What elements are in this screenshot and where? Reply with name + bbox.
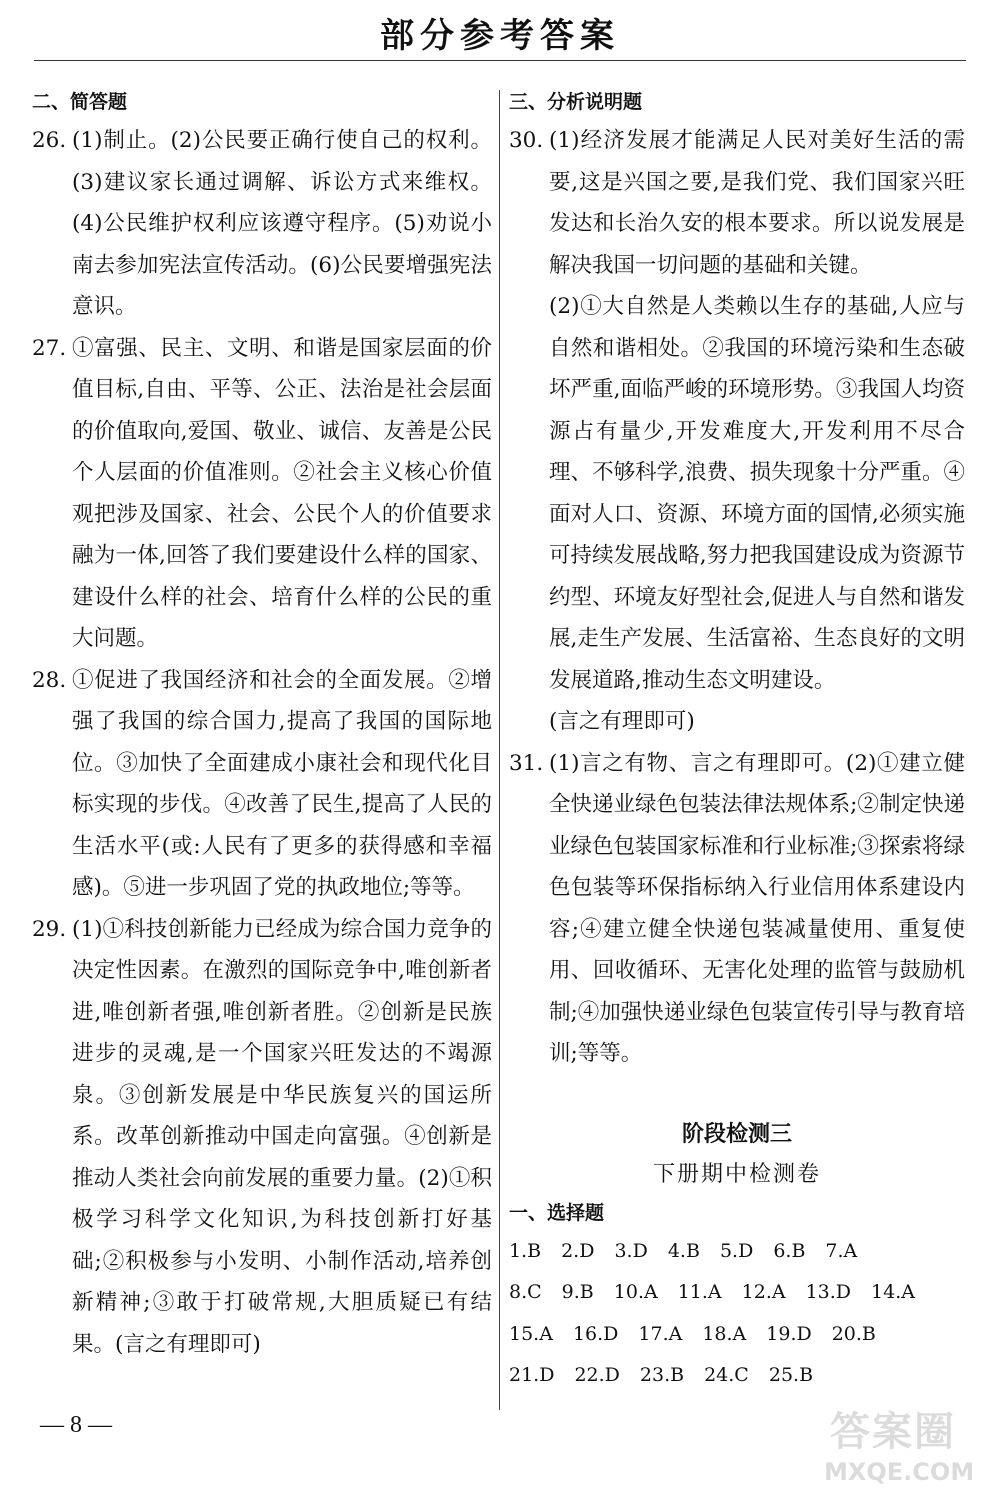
answer-item: 25.B bbox=[768, 1364, 814, 1386]
answer-item: 11.A bbox=[677, 1281, 722, 1303]
answer-paragraph: (1)经济发展才能满足人民对美好生活的需要,这是兴国之要,是我们党、我们国家兴旺发达和长治久安的根本要求。所以说发展是解决我国一切问题的基础和关键。 bbox=[549, 128, 965, 278]
question-30 bbox=[509, 120, 965, 743]
question-31 bbox=[509, 743, 965, 1075]
page-title: 部分参考答案 bbox=[380, 16, 620, 56]
answer-item: 10.A bbox=[613, 1281, 658, 1303]
section-heading-short-answer: 二、简答题 bbox=[32, 91, 128, 113]
answer-item: 22.D bbox=[574, 1364, 620, 1386]
answer-item: 16.D bbox=[572, 1322, 619, 1345]
question-answer bbox=[549, 120, 965, 743]
page-number: — 8 — bbox=[40, 1412, 112, 1438]
answer-item: 9.B bbox=[561, 1281, 594, 1303]
question-answer: (1)①科技创新能力已经成为综合国力竞争的决定性因素。在激烈的国际竞争中,唯创新者进,唯创新者强,唯创新者胜。②创新是民族进步的灵魂,是一个国家兴旺发达的不竭源泉。③创新发展是中华民族复兴的国运所系。改革创新推动中国走向富强。④创新是推动人类社会向前发展的重要力量。(2)①积极学习科学文化知识,为科技创新打好基础;②积极参与小发明、小制作活动,培养创新精神;③敢于打破常规,大胆质疑已有结果。(言之有理即可) bbox=[72, 916, 492, 1357]
test-subtitle: 下册期中检测卷 bbox=[652, 1161, 821, 1187]
answer-item: 14.A bbox=[871, 1281, 915, 1303]
answer-item: 24.C bbox=[704, 1364, 749, 1386]
answer-item: 2.D bbox=[561, 1239, 595, 1262]
answer-item: 7.A bbox=[825, 1239, 858, 1262]
question-number: 26. bbox=[32, 128, 67, 153]
answer-item: 15.A bbox=[509, 1322, 553, 1345]
section-heading-analysis: 三、分析说明题 bbox=[509, 91, 643, 113]
right-column bbox=[509, 84, 965, 1397]
answer-item: 23.B bbox=[639, 1364, 685, 1386]
question-answer: ①促进了我国经济和社会的全面发展。②增强了我国的综合国力,提高了我国的国际地位。③加快了全面建成小康社会和现代化目标实现的步伐。④改善了民生,提高了人民的生活水平(或:人民有了更多的获得感和幸福感)。⑤进一步巩固了党的执政地位;等等。 bbox=[72, 667, 492, 900]
answer-item: 5.D bbox=[719, 1239, 754, 1262]
answer-item: 1.B bbox=[509, 1239, 542, 1262]
answer-item: 8.C bbox=[509, 1281, 542, 1303]
answer-item: 3.D bbox=[614, 1239, 648, 1262]
answer-item: 18.A bbox=[702, 1322, 747, 1345]
question-answer bbox=[549, 743, 965, 1075]
answer-row bbox=[509, 1314, 965, 1356]
answer-item: 4.B bbox=[667, 1239, 700, 1262]
answer-item: 21.D bbox=[509, 1364, 555, 1386]
question-number: 27. bbox=[32, 335, 67, 361]
watermark-site-text: MXQE.COM bbox=[824, 1458, 975, 1486]
answer-row bbox=[509, 1355, 965, 1397]
answer-item: 17.A bbox=[638, 1322, 683, 1345]
question-26 bbox=[32, 120, 492, 328]
answer-item: 13.D bbox=[805, 1281, 852, 1303]
question-number: 29. bbox=[32, 916, 67, 942]
question-28 bbox=[32, 660, 492, 909]
test-title: 阶段检测三 bbox=[681, 1121, 792, 1147]
column-divider bbox=[499, 90, 500, 1410]
answer-item: 20.B bbox=[831, 1322, 876, 1345]
answer-item: 19.D bbox=[766, 1322, 812, 1345]
section-heading-choice: 一、选择题 bbox=[509, 1201, 605, 1224]
watermark bbox=[820, 1400, 990, 1492]
question-29 bbox=[32, 909, 492, 1366]
question-27 bbox=[32, 328, 492, 660]
answer-paragraph: (言之有理即可) bbox=[549, 709, 695, 734]
question-answer: (1)制止。(2)公民要正确行使自己的权利。(3)建议家长通过调解、诉讼方式来维权。(4)公民维护权利应该遵守程序。(5)劝说小南去参加宪法宣传活动。(6)公民要增强宪法意识。 bbox=[72, 128, 492, 319]
left-column bbox=[32, 84, 492, 1365]
question-number: 28. bbox=[32, 667, 67, 693]
title-rule bbox=[34, 60, 966, 61]
answer-item: 6.B bbox=[773, 1239, 806, 1262]
answer-item: 12.A bbox=[741, 1281, 786, 1303]
answer-paragraph: (2)①大自然是人类赖以生存的基础,人应与自然和谐相处。②我国的环境污染和生态破坏严重,面临严峻的环境形势。③我国人均资源占有量少,开发难度大,开发利用不尽合理、不够科学,浪费、损失现象十分严重。④面对人口、资源、环境方面的国情,必须实施可持续发展战略,努力把我国建设成为资源节约型、环境友好型社会,促进人与自然和谐发展,走生产发展、生活富裕、生态良好的文明发展道路,推动生态文明建设。 bbox=[549, 294, 965, 693]
answer-row bbox=[509, 1231, 965, 1273]
answer-paragraph: (1)言之有物、言之有理即可。(2)①建立健全快递业绿色包装法律法规体系;②制定快递业绿色包装国家标准和行业标准;③探索将绿色包装等环保指标纳入行业信用体系建设内容;④建立健全快递包装减量使用、重复使用、回收循环、无害化处理的监管与鼓励机制;④加强快递业绿色包装宣传引导与教育培训;等等。 bbox=[549, 750, 965, 1066]
question-answer: ①富强、民主、文明、和谐是国家层面的价值目标,自由、平等、公正、法治是社会层面的价值取向,爱国、敬业、诚信、友善是公民个人层面的价值准则。②社会主义核心价值观把涉及国家、社会、公民个人的价值要求融为一体,回答了我们要建设什么样的国家、建设什么样的社会、培育什么样的公民的重大问题。 bbox=[72, 335, 492, 651]
question-number: 30. bbox=[509, 128, 544, 153]
question-number: 31. bbox=[509, 750, 544, 776]
spacer bbox=[509, 1075, 965, 1115]
answer-row bbox=[509, 1272, 965, 1314]
watermark-logo-text: 答案圈 bbox=[830, 1409, 956, 1455]
